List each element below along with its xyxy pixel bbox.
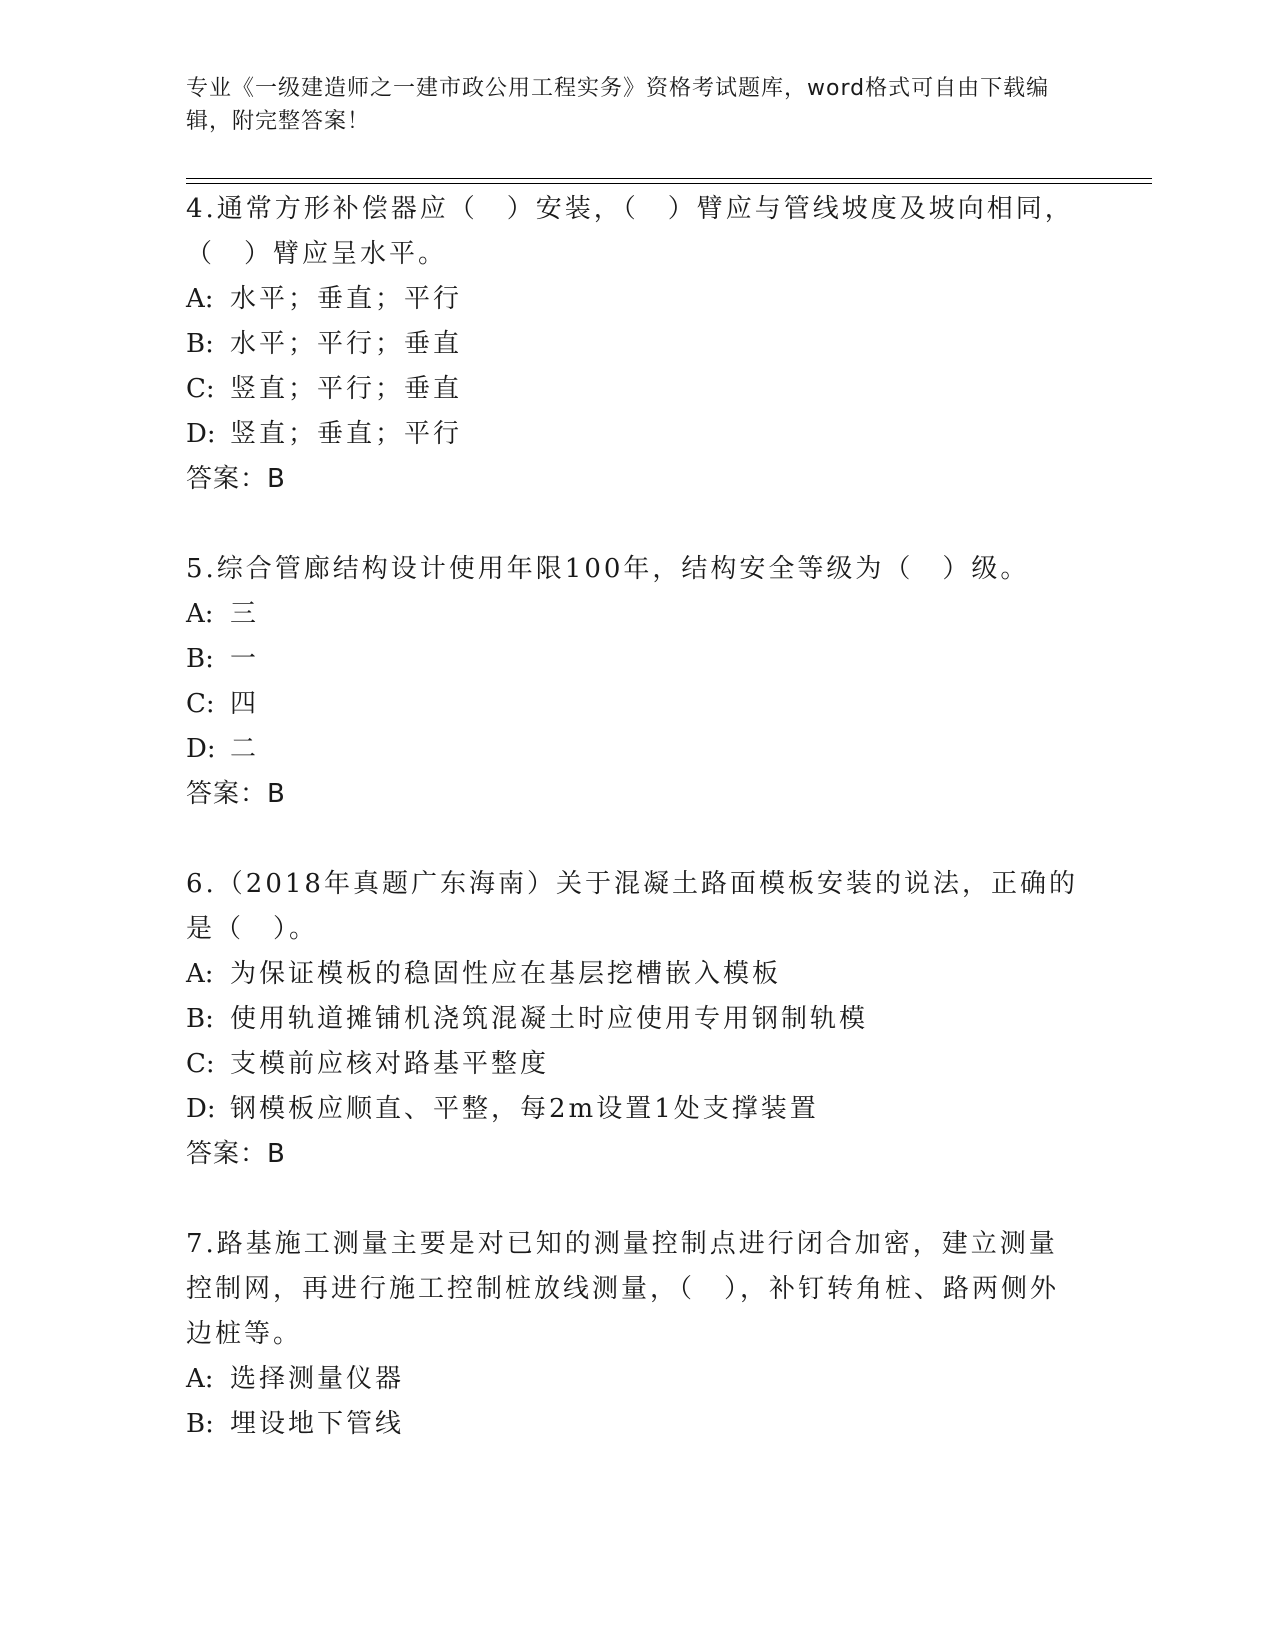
question-stem: 6.（2018年真题广东海南）关于混凝土路面模板安装的说法，正确的是（ ）。 — [186, 869, 1078, 944]
option-text: 使用轨道摊铺机浇筑混凝土时应使用专用钢制轨模 — [230, 1004, 869, 1034]
option-text: 埋设地下管线 — [230, 1409, 405, 1439]
option-a — [186, 1357, 1086, 1402]
option-letter: A: — [186, 284, 214, 314]
option-text: 竖直；垂直；平行 — [230, 419, 463, 449]
option-text: 为保证模板的稳固性应在基层挖槽嵌入模板 — [230, 959, 782, 989]
question-block — [186, 547, 1086, 817]
header-rule-top — [186, 178, 1152, 179]
option-letter: C: — [186, 374, 215, 404]
option-b — [186, 322, 1086, 367]
option-letter: C: — [186, 1049, 215, 1079]
option-c — [186, 682, 1086, 727]
option-b — [186, 637, 1086, 682]
option-d — [186, 727, 1086, 772]
answer-line: 答案：B — [186, 1139, 286, 1169]
option-letter: B: — [186, 644, 214, 674]
question-list — [186, 187, 1086, 1492]
option-text: 三 — [230, 599, 260, 629]
option-b — [186, 1402, 1086, 1447]
question-stem: 4.通常方形补偿器应（ ）安装，（ ）臂应与管线坡度及坡向相同，（ ）臂应呈水平。 — [186, 194, 1074, 269]
option-text: 水平；垂直；平行 — [230, 284, 463, 314]
option-letter: B: — [186, 1409, 214, 1439]
option-letter: A: — [186, 599, 214, 629]
option-d — [186, 1087, 1086, 1132]
question-block — [186, 1222, 1086, 1447]
option-b — [186, 997, 1086, 1042]
option-text: 水平；平行；垂直 — [230, 329, 463, 359]
option-letter: D: — [186, 419, 216, 449]
option-text: 支模前应核对路基平整度 — [230, 1049, 550, 1079]
option-c — [186, 1042, 1086, 1087]
option-text: 四 — [230, 689, 260, 719]
question-stem: 7.路基施工测量主要是对已知的测量控制点进行闭合加密，建立测量控制网，再进行施工控制桩放线测量，（ ），补钉转角桩、路两侧外边桩等。 — [186, 1229, 1060, 1349]
option-letter: D: — [186, 734, 216, 764]
option-letter: B: — [186, 1004, 214, 1034]
option-a — [186, 277, 1086, 322]
option-letter: C: — [186, 689, 215, 719]
option-text: 一 — [230, 644, 260, 674]
answer-line: 答案：B — [186, 779, 286, 809]
option-text: 二 — [230, 734, 260, 764]
option-letter: A: — [186, 1364, 214, 1394]
page-header: 专业《一级建造师之一建市政公用工程实务》资格考试题库，word格式可自由下载编辑，附完整答案！ — [186, 76, 1050, 134]
option-text: 选择测量仪器 — [230, 1364, 405, 1394]
option-a — [186, 592, 1086, 637]
option-text: 竖直；平行；垂直 — [230, 374, 463, 404]
answer-line: 答案：B — [186, 464, 286, 494]
option-c — [186, 367, 1086, 412]
header-rule-bottom — [186, 183, 1152, 184]
option-d — [186, 412, 1086, 457]
question-block — [186, 862, 1086, 1177]
option-letter: D: — [186, 1094, 216, 1124]
option-a — [186, 952, 1086, 997]
option-letter: A: — [186, 959, 214, 989]
option-text: 钢模板应顺直、平整，每2m设置1处支撑装置 — [230, 1094, 819, 1124]
question-block — [186, 187, 1086, 502]
option-letter: B: — [186, 329, 214, 359]
question-stem: 5.综合管廊结构设计使用年限100年，结构安全等级为（ ）级。 — [186, 554, 1030, 584]
